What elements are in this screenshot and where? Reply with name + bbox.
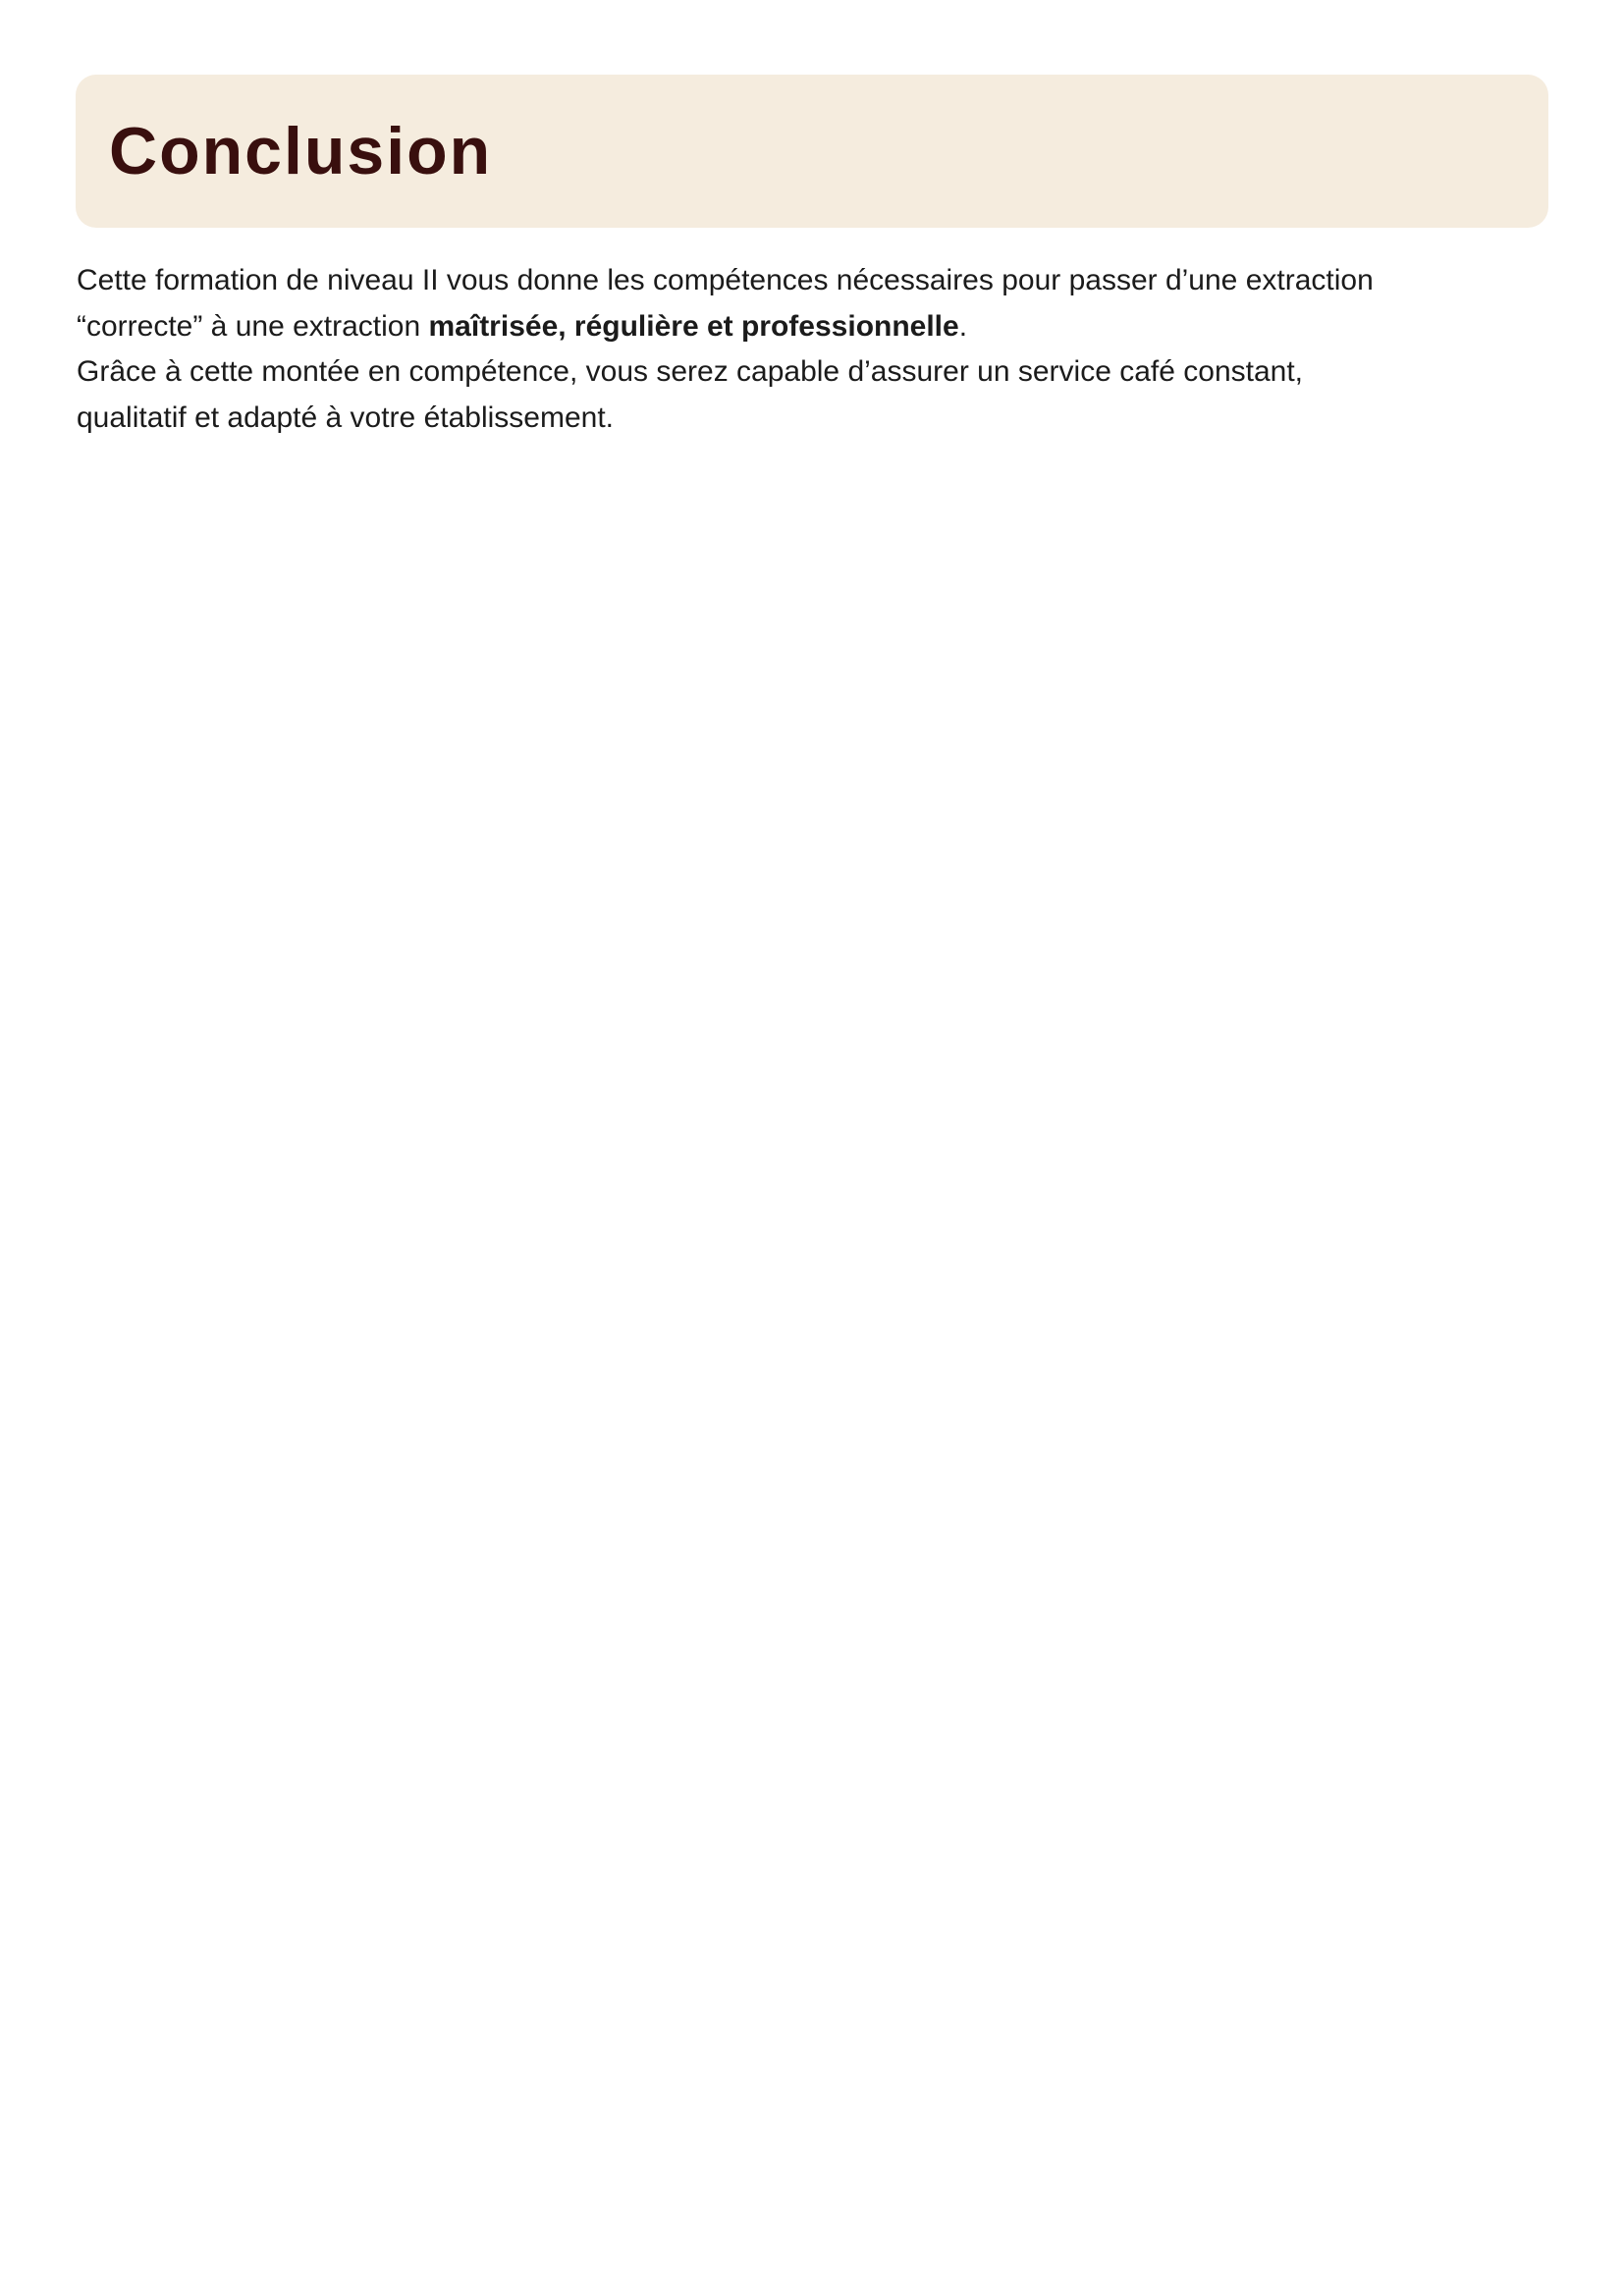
header-banner (76, 75, 1548, 228)
paragraph-1-line-1: Cette formation de niveau II vous donne les compétences nécessaires pour passer d’une extraction (77, 264, 1374, 296)
body-text (77, 258, 1579, 441)
paragraph-1-line-2-bold: maîtrisée, régulière et professionnelle (428, 309, 959, 343)
paragraph-1-line-2-prefix: “correcte” à une extraction (77, 309, 429, 343)
paragraph-2-line-1: Grâce à cette montée en compétence, vous serez capable d’assurer un service café constant, (77, 355, 1304, 388)
paragraph-2 (77, 349, 1579, 441)
paragraph-2-line-2: qualitatif et adapté à votre établissement. (77, 400, 615, 434)
paragraph-1 (77, 258, 1579, 349)
page-title: Conclusion (109, 114, 493, 188)
paragraph-1-line-2-suffix: . (958, 309, 968, 343)
